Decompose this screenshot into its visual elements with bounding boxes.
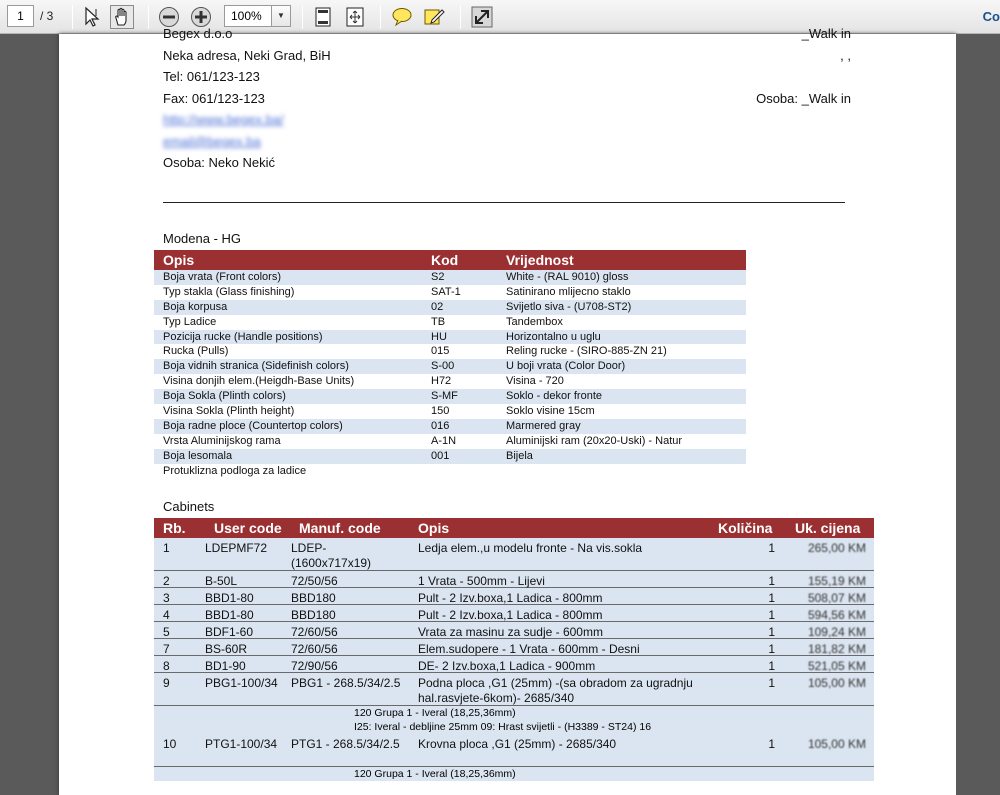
cabinet-opis: Ledja elem.,u modelu fronte - Na vis.sokla [418, 541, 643, 555]
customer-name: _Walk in [801, 26, 851, 41]
section-title-modena: Modena - HG [163, 231, 242, 246]
toolbar-separator [460, 5, 461, 29]
cabinet-cijena: 265,00 KM [807, 541, 866, 555]
spec-vrijednost: Visina - 720 [506, 375, 564, 388]
cabinets-table-body [154, 538, 874, 781]
cabinet-kolicina: 1 [768, 574, 775, 588]
company-address: Neka adresa, Neki Grad, BiH [163, 48, 331, 63]
fit-width-icon [345, 7, 365, 27]
cabinet-kolicina: 1 [768, 591, 775, 605]
cabinet-kolicina: 1 [768, 642, 775, 656]
corner-link[interactable]: Co [982, 9, 1000, 24]
cabinet-rb: 2 [163, 574, 170, 588]
material-row [154, 767, 874, 781]
cabinet-rb: 3 [163, 591, 170, 605]
spec-vrijednost: Aluminijski ram (20x20-Uski) - Natur [506, 434, 683, 447]
spec-opis: Typ Ladice [163, 315, 217, 328]
cabinet-rb: 5 [163, 625, 170, 639]
spec-kod: A-1N [431, 434, 457, 447]
fullscreen-button[interactable] [470, 5, 494, 29]
cabinet-opis: 1 Vrata - 500mm - Lijevi [418, 574, 545, 588]
cabinet-opis: Vrata za masinu za sudje - 600mm [418, 625, 603, 639]
spec-vrijednost: Tandembox [506, 315, 563, 328]
cabinet-rb: 9 [163, 676, 170, 690]
cabinet-user-code: BS-60R [205, 642, 248, 656]
spec-vrijednost: Soklo - dekor fronte [506, 390, 602, 403]
cabinet-opis: Pult - 2 Izv.boxa,1 Ladica - 800mm [418, 608, 603, 622]
cabinet-cijena: 521,05 KM [807, 659, 866, 673]
spec-vrijednost: Marmered gray [506, 419, 581, 432]
spec-vrijednost: Reling rucke - (SIRO-885-ZN 21) [506, 345, 667, 358]
page-total: / 3 [40, 9, 54, 23]
cabinet-user-code: B-50L [205, 574, 238, 588]
cabinet-kolicina: 1 [768, 737, 775, 751]
header-kolicina: Količina [718, 520, 773, 536]
spec-opis: Boja lesomala [163, 449, 233, 462]
cabinet-cijena: 105,00 KM [807, 676, 866, 690]
cabinet-rb: 10 [163, 737, 177, 751]
cabinet-cijena: 155,19 KM [807, 574, 866, 588]
spec-opis: Vrsta Aluminijskog rama [163, 434, 281, 447]
header-manuf-code: Manuf. code [299, 520, 381, 536]
cabinet-row [154, 588, 874, 605]
cabinet-row [154, 605, 874, 622]
cabinet-kolicina: 1 [768, 676, 775, 690]
header-vrijednost: Vrijednost [506, 252, 574, 268]
cabinet-user-code: PTG1-100/34 [205, 737, 278, 751]
cabinet-opis: Podna ploca ,G1 (25mm) -(sa obradom za ugradnju hal.rasvjete-6kom)- 2685/340 [418, 676, 693, 705]
spec-opis: Boja vrata (Front colors) [163, 271, 281, 283]
cabinet-cijena: 105,00 KM [807, 737, 866, 751]
spec-row [154, 315, 746, 330]
cabinet-row [154, 639, 874, 656]
scrollbar[interactable] [956, 34, 1000, 795]
spec-kod: H72 [431, 375, 452, 388]
cabinet-row [154, 673, 874, 706]
pdf-page [59, 26, 956, 795]
spec-vrijednost: Soklo visine 15cm [506, 405, 595, 418]
toolbar-separator [380, 5, 381, 29]
spec-opis: Visina Sokla (Plinth height) [163, 405, 295, 418]
minus-circle-icon [158, 6, 180, 28]
spec-opis: Boja korpusa [163, 300, 228, 313]
cabinet-manuf-code: BBD180 [291, 608, 336, 622]
cabinet-kolicina: 1 [768, 659, 775, 673]
material-row [154, 720, 874, 734]
header-uk-cijena: Uk. cijena [795, 520, 861, 536]
zoom-input[interactable]: 100% [224, 5, 272, 27]
spec-kod: TB [431, 315, 446, 328]
cursor-icon [83, 7, 101, 27]
spec-kod: S2 [431, 271, 445, 283]
spec-vrijednost: White - (RAL 9010) gloss [506, 271, 629, 283]
cabinet-rb: 8 [163, 659, 170, 673]
cabinet-user-code: LDEPMF72 [205, 541, 268, 555]
chevron-down-icon: ▼ [277, 11, 285, 20]
spec-vrijednost: Satinirano mlijecno staklo [506, 285, 631, 298]
spec-kod: 015 [431, 345, 450, 358]
material-detail: 120 Grupa 1 - Iveral (18,25,36mm) [354, 707, 516, 719]
spec-vrijednost: Svijetlo siva - (U708-ST2) [506, 300, 632, 313]
spec-row [154, 300, 746, 315]
cabinet-opis: Krovna ploca ,G1 (25mm) - 2685/340 [418, 737, 617, 751]
hand-tool-button[interactable] [110, 5, 134, 29]
header-kod: Kod [431, 252, 459, 268]
cabinet-manuf-code: PBG1 - 268.5/34/2.5 [291, 676, 401, 690]
company-email-link[interactable]: email@begex.ba [163, 134, 261, 149]
spec-row [154, 330, 746, 345]
spec-row [154, 464, 746, 479]
spec-row [154, 449, 746, 464]
fit-page-button[interactable] [311, 5, 335, 29]
company-tel: Tel: 061/123-123 [163, 69, 260, 84]
cabinet-manuf-code: 72/60/56 [291, 625, 338, 639]
cabinet-row [154, 538, 874, 571]
spec-kod: 150 [431, 405, 450, 418]
specs-table [154, 250, 746, 478]
cabinets-table [154, 518, 874, 781]
spec-opis: Protuklizna podloga za ladice [163, 464, 307, 477]
hand-icon [113, 7, 131, 27]
cabinet-rb: 4 [163, 608, 170, 622]
spec-opis: Boja vidnih stranica (Sidefinish colors) [163, 360, 349, 373]
cabinet-kolicina: 1 [768, 541, 775, 555]
material-detail: I25: Iveral - debljine 25mm 09: Hrast svijetli - (H3389 - ST24) 16 [354, 721, 652, 733]
spec-kod: 001 [431, 449, 450, 462]
spec-kod: 016 [431, 419, 450, 432]
cabinet-opis: DE- 2 Izv.boxa,1 Ladica - 900mm [418, 659, 596, 673]
spec-kod: HU [431, 330, 447, 343]
header-user-code: User code [214, 520, 282, 536]
company-contact: Osoba: Neko Nekić [163, 155, 275, 170]
cabinet-cijena: 181,82 KM [807, 642, 866, 656]
highlight-button[interactable] [422, 5, 446, 29]
header-opis: Opis [163, 252, 195, 268]
pencil-note-icon [423, 7, 445, 27]
expand-icon [471, 6, 493, 28]
spec-row [154, 434, 746, 449]
cabinet-opis: Elem.sudopere - 1 Vrata - 600mm - Desni [418, 642, 640, 656]
spec-vrijednost: U boji vrata (Color Door) [506, 360, 626, 373]
fit-page-icon [314, 7, 332, 27]
toolbar-separator [148, 5, 149, 29]
cabinet-manuf-code: PTG1 - 268.5/34/2.5 [291, 737, 400, 751]
cabinet-kolicina: 1 [768, 625, 775, 639]
header-rb: Rb. [163, 520, 186, 536]
spec-opis: Rucka (Pulls) [163, 345, 229, 358]
specs-table-header [154, 250, 746, 270]
customer-contact: Osoba: _Walk in [756, 91, 851, 106]
specs-table-body [154, 270, 746, 478]
cabinet-manuf-code: 72/90/56 [291, 659, 338, 673]
cabinet-rb: 1 [163, 541, 170, 555]
spec-row [154, 419, 746, 434]
header-opis: Opis [418, 520, 450, 536]
comment-button[interactable] [390, 5, 414, 29]
cabinet-row [154, 571, 874, 588]
cabinet-row [154, 622, 874, 639]
cabinet-manuf-code: 72/50/56 [291, 574, 338, 588]
customer-address: , , [840, 48, 851, 63]
select-tool-button[interactable] [80, 5, 104, 29]
spec-opis: Pozicija rucke (Handle positions) [163, 330, 323, 343]
cabinets-table-header [154, 518, 874, 538]
material-row [154, 706, 874, 720]
comment-icon [391, 7, 413, 27]
spec-opis: Typ stakla (Glass finishing) [163, 285, 295, 298]
spec-row [154, 270, 746, 285]
toolbar-separator [72, 5, 73, 29]
spec-row [154, 389, 746, 404]
spec-opis: Visina donjih elem.(Heigdh-Base Units) [163, 375, 355, 388]
cabinet-row [154, 656, 874, 673]
spec-kod: S-MF [431, 390, 458, 403]
cabinet-rb: 7 [163, 642, 170, 656]
cabinet-cijena: 508,07 KM [807, 591, 866, 605]
cabinet-user-code: BBD1-80 [205, 591, 254, 605]
cabinet-kolicina: 1 [768, 608, 775, 622]
company-name: Begex d.o.o [163, 26, 233, 41]
section-title-cabinets: Cabinets [163, 499, 215, 514]
spec-kod: S-00 [431, 360, 455, 373]
spec-vrijednost: Horizontalno u uglu [506, 330, 601, 343]
cabinet-manuf-code: BBD180 [291, 591, 336, 605]
cabinet-user-code: BD1-90 [205, 659, 246, 673]
zoom-dropdown-button[interactable] [271, 5, 291, 27]
spec-vrijednost: Bijela [506, 449, 533, 462]
header-divider [163, 202, 845, 203]
spec-row [154, 344, 746, 359]
fit-width-button[interactable] [343, 5, 367, 29]
plus-circle-icon [190, 6, 212, 28]
cabinet-user-code: BDF1-60 [205, 625, 254, 639]
spec-row [154, 374, 746, 389]
spec-row [154, 285, 746, 300]
spec-opis: Boja Sokla (Plinth colors) [163, 390, 286, 403]
company-fax: Fax: 061/123-123 [163, 91, 265, 106]
cabinet-cijena: 594,56 KM [807, 608, 866, 622]
toolbar-separator [302, 5, 303, 29]
cabinet-row [154, 734, 874, 767]
spec-kod: 02 [431, 300, 444, 313]
spec-kod: SAT-1 [431, 285, 461, 298]
cabinet-opis: Pult - 2 Izv.boxa,1 Ladica - 800mm [418, 591, 603, 605]
spec-row [154, 404, 746, 419]
cabinet-manuf-code: LDEP-(1600x717x19) [291, 541, 372, 570]
material-detail: 120 Grupa 1 - Iveral (18,25,36mm) [354, 768, 516, 780]
cabinet-user-code: PBG1-100/34 [205, 676, 278, 690]
cabinet-manuf-code: 72/60/56 [291, 642, 338, 656]
cabinet-user-code: BBD1-80 [205, 608, 254, 622]
cabinet-cijena: 109,24 KM [807, 625, 866, 639]
spec-row [154, 359, 746, 374]
page-number-input[interactable]: 1 [7, 5, 34, 27]
company-website-link[interactable]: http://www.begex.ba/ [163, 112, 284, 127]
spec-opis: Boja radne ploce (Countertop colors) [163, 419, 343, 432]
